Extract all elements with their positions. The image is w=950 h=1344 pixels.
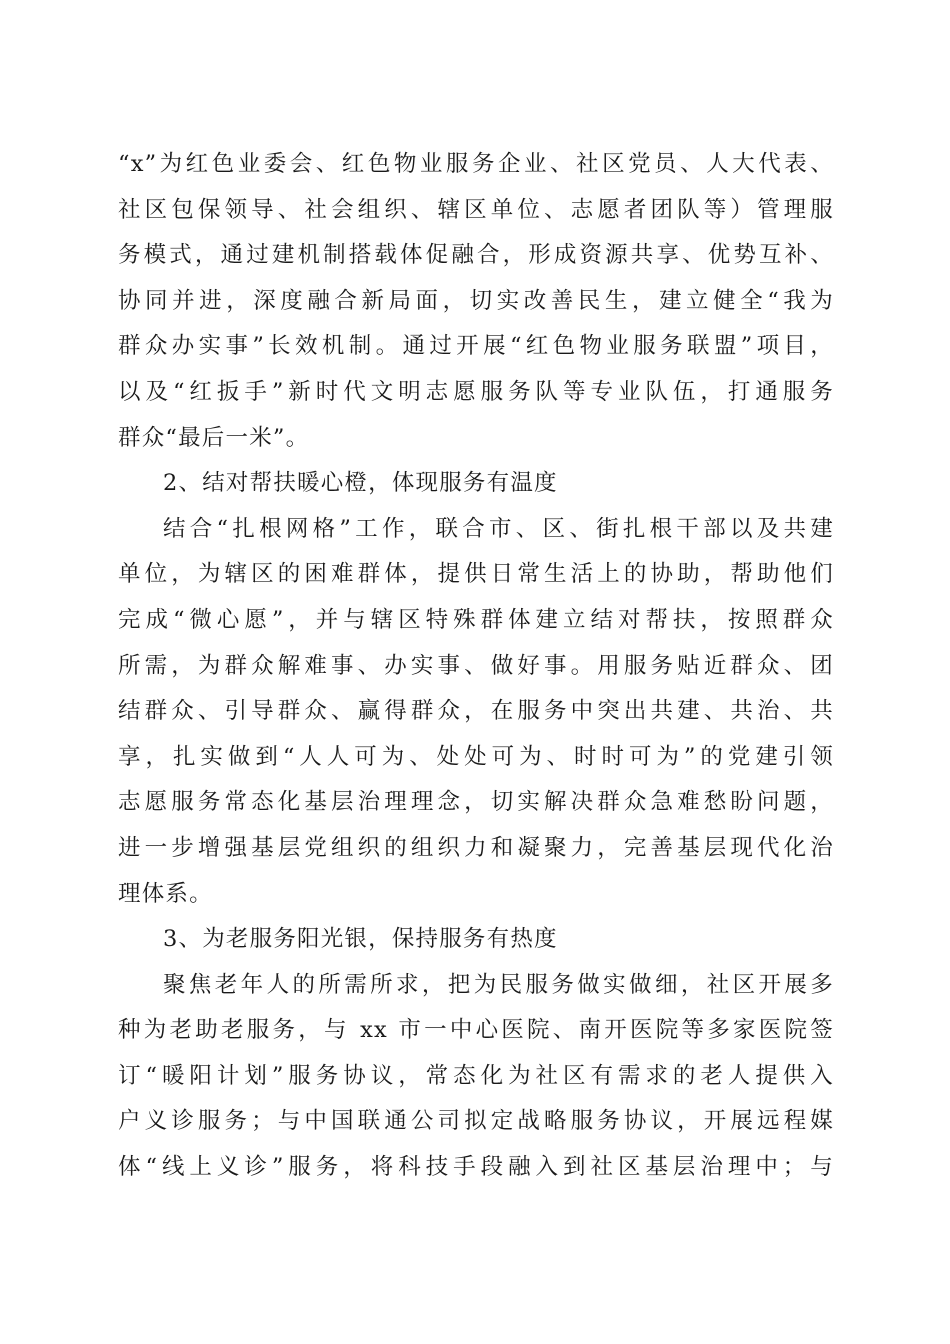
text-line: 进一步增强基层党组织的组织力和凝聚力，完善基层现代化治 bbox=[118, 834, 834, 861]
paragraph-1 bbox=[118, 142, 834, 461]
text-line: 志愿服务常态化基层治理理念，切实解决群众急难愁盼问题， bbox=[118, 789, 834, 816]
section-heading-2 bbox=[118, 461, 834, 507]
text-line: 单位，为辖区的困难群体，提供日常生活上的协助，帮助他们 bbox=[118, 561, 834, 588]
heading-line: 2、结对帮扶暖心橙，体现服务有温度 bbox=[163, 470, 558, 497]
paragraph-2 bbox=[118, 507, 834, 917]
text-line: 以及“红扳手”新时代文明志愿服务队等专业队伍，打通服务 bbox=[118, 378, 834, 405]
text-line: 享，扎实做到“人人可为、处处可为、时时可为”的党建引领 bbox=[118, 743, 834, 770]
text-line: 群众“最后一米”。 bbox=[118, 424, 310, 451]
paragraph-3 bbox=[118, 963, 834, 1191]
text-line: 结群众、引导群众、赢得群众，在服务中突出共建、共治、共 bbox=[118, 698, 834, 725]
text-line: 务模式，通过建机制搭载体促融合，形成资源共享、优势互补、 bbox=[118, 242, 834, 269]
document-body bbox=[118, 142, 834, 1191]
text-line: “x”为红色业委会、红色物业服务企业、社区党员、人大代表、 bbox=[118, 151, 834, 177]
text-line: 完成“微心愿”，并与辖区特殊群体建立结对帮扶，按照群众 bbox=[118, 606, 834, 633]
text-line: 聚焦老年人的所需所求，把为民服务做实做细，社区开展多 bbox=[163, 971, 834, 998]
text-line: 协同并进，深度融合新局面，切实改善民生，建立健全“我为 bbox=[118, 287, 834, 314]
text-line: 社区包保领导、社会组织、辖区单位、志愿者团队等）管理服 bbox=[118, 196, 834, 223]
text-line: 种为老助老服务，与 xx 市一中心医院、南开医院等多家医院签 bbox=[118, 1017, 834, 1044]
text-line: 理体系。 bbox=[118, 880, 213, 907]
heading-line: 3、为老服务阳光银，保持服务有热度 bbox=[163, 926, 558, 953]
text-line: 户义诊服务；与中国联通公司拟定战略服务协议，开展远程媒 bbox=[118, 1108, 834, 1135]
text-line: 所需，为群众解难事、办实事、做好事。用服务贴近群众、团 bbox=[118, 652, 834, 679]
text-line: 订“暖阳计划”服务协议，常态化为社区有需求的老人提供入 bbox=[118, 1062, 834, 1089]
text-line: 体“线上义诊”服务，将科技手段融入到社区基层治理中；与 bbox=[118, 1154, 834, 1181]
text-line: 结合“扎根网格”工作，联合市、区、街扎根干部以及共建 bbox=[163, 515, 834, 542]
text-line: 群众办实事”长效机制。通过开展“红色物业服务联盟”项目， bbox=[118, 333, 834, 360]
section-heading-3 bbox=[118, 917, 834, 963]
